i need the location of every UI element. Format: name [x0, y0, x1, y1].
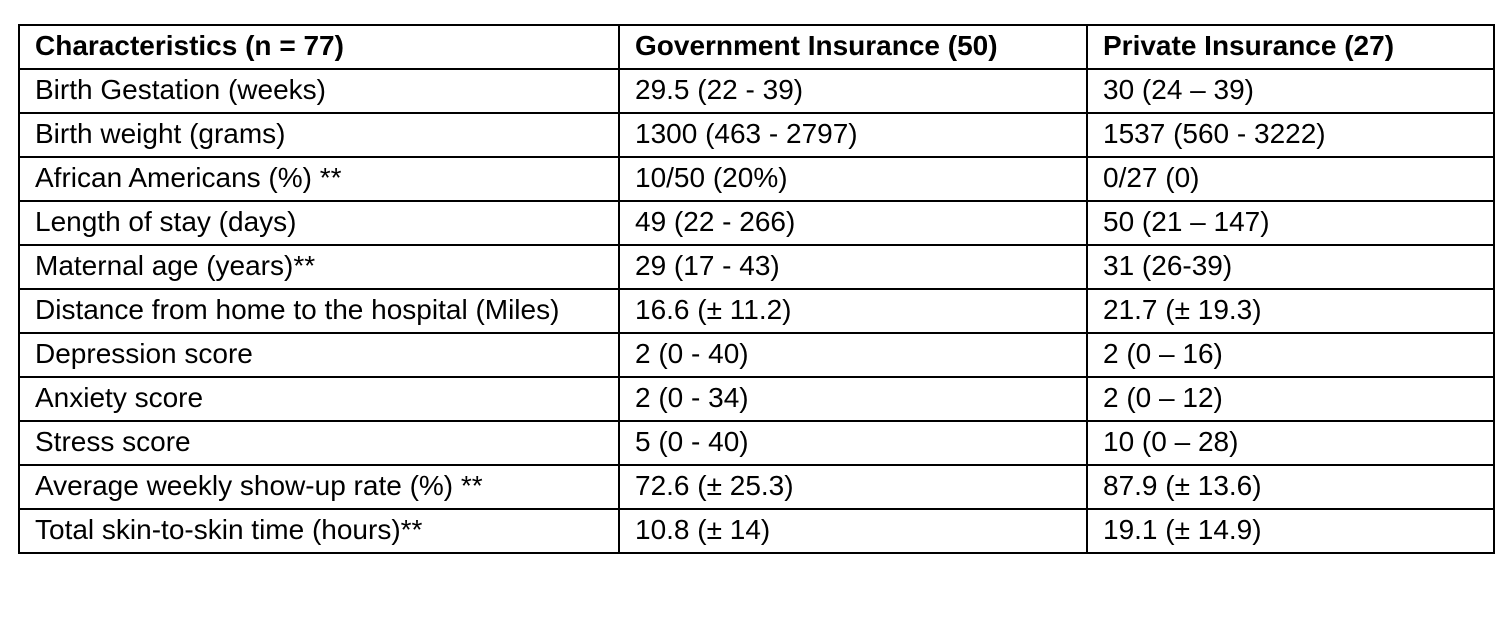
- table-row: [19, 289, 1494, 333]
- characteristics-table: [18, 24, 1495, 554]
- row-label: Birth Gestation (weeks): [19, 69, 619, 113]
- government-value: 29.5 (22 - 39): [619, 69, 1087, 113]
- private-value: 30 (24 – 39): [1087, 69, 1494, 113]
- private-value: 0/27 (0): [1087, 157, 1494, 201]
- row-label: Stress score: [19, 421, 619, 465]
- row-label: Distance from home to the hospital (Miles): [19, 289, 619, 333]
- private-value: 2 (0 – 16): [1087, 333, 1494, 377]
- government-value: 72.6 (± 25.3): [619, 465, 1087, 509]
- table-row: [19, 201, 1494, 245]
- column-header-private-insurance: Private Insurance (27): [1087, 25, 1494, 69]
- government-value: 2 (0 - 34): [619, 377, 1087, 421]
- government-value: 49 (22 - 266): [619, 201, 1087, 245]
- table-row: [19, 333, 1494, 377]
- private-value: 21.7 (± 19.3): [1087, 289, 1494, 333]
- private-value: 87.9 (± 13.6): [1087, 465, 1494, 509]
- column-header-government-insurance: Government Insurance (50): [619, 25, 1087, 69]
- column-header-characteristics: Characteristics (n = 77): [19, 25, 619, 69]
- government-value: 29 (17 - 43): [619, 245, 1087, 289]
- row-label: Depression score: [19, 333, 619, 377]
- table-row: [19, 421, 1494, 465]
- table-row: [19, 465, 1494, 509]
- government-value: 1300 (463 - 2797): [619, 113, 1087, 157]
- private-value: 19.1 (± 14.9): [1087, 509, 1494, 553]
- row-label: Anxiety score: [19, 377, 619, 421]
- row-label: Length of stay (days): [19, 201, 619, 245]
- table-row: [19, 245, 1494, 289]
- government-value: 10.8 (± 14): [619, 509, 1087, 553]
- private-value: 10 (0 – 28): [1087, 421, 1494, 465]
- private-value: 31 (26-39): [1087, 245, 1494, 289]
- government-value: 2 (0 - 40): [619, 333, 1087, 377]
- row-label: Birth weight (grams): [19, 113, 619, 157]
- row-label: Maternal age (years)**: [19, 245, 619, 289]
- private-value: 2 (0 – 12): [1087, 377, 1494, 421]
- government-value: 10/50 (20%): [619, 157, 1087, 201]
- row-label: African Americans (%) **: [19, 157, 619, 201]
- table-row: [19, 113, 1494, 157]
- private-value: 1537 (560 - 3222): [1087, 113, 1494, 157]
- private-value: 50 (21 – 147): [1087, 201, 1494, 245]
- government-value: 5 (0 - 40): [619, 421, 1087, 465]
- row-label: Total skin-to-skin time (hours)**: [19, 509, 619, 553]
- table-row: [19, 377, 1494, 421]
- government-value: 16.6 (± 11.2): [619, 289, 1087, 333]
- table-row: [19, 509, 1494, 553]
- table-header-row: [19, 25, 1494, 69]
- row-label: Average weekly show-up rate (%) **: [19, 465, 619, 509]
- table-row: [19, 69, 1494, 113]
- table-row: [19, 157, 1494, 201]
